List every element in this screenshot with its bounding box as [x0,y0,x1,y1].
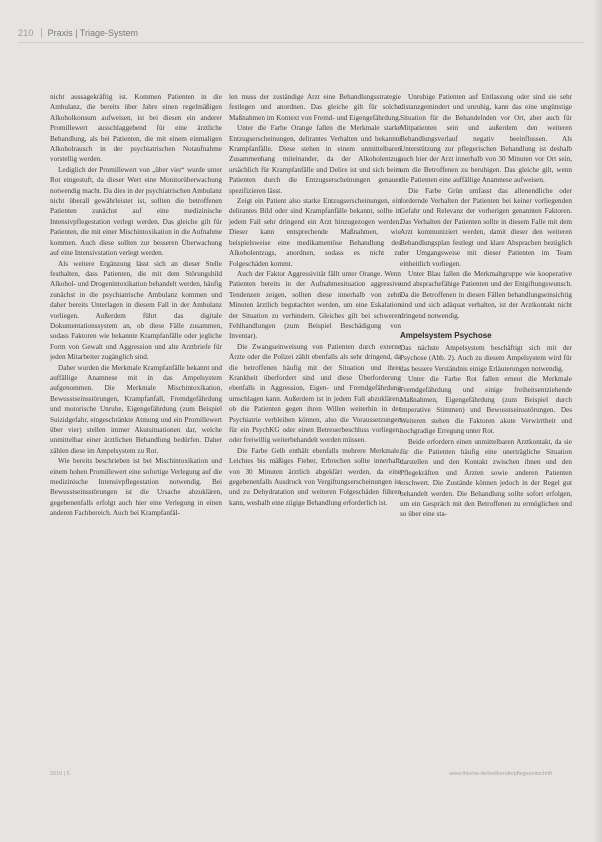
body-paragraph: Auch der Faktor Aggressivität fällt unter Orange. Wenn Patienten bereits in der Aufnahmesituation aggressive Tendenzen zeigen, sollten diese innerhalb von zehn Minuten ärztlich begutachtet werden, um eine Eskalation der Situation zu verhindern. Gleiches gilt bei schweren Fehlhandlungen (zum Beispiel Beschädigung von Inventar). [229,269,401,341]
body-paragraph: Das nächste Ampelsystem beschäftigt sich mit der Psychose (Abb. 2). Auch zu diesem Ampelsystem wird für das bessere Verständnis einige Erläuterungen notwendig. [400,343,572,373]
footer-url: www.thieme.de/heilberufe/pflegezeitschrift [449,771,552,777]
body-paragraph: Unter Blau fallen die Merkmaltgruppe wie kooperative und absprachefähige Patienten und der Entgiftungswunsch. Da die Betroffenen in diesen Fällen behandlungseinsichtig sind und sich adäquat verhalten, ist der Arztkontakt nicht dringend notwendig. [400,269,572,320]
body-paragraph: len muss der zuständige Arzt eine Behandlungsstrategie festlegen und anordnen. Das gleiche gilt für solche Maßnahmen im Kontext von Fremd- und Eigengefährdung. [229,93,401,122]
text-column-2 [229,92,401,762]
body-paragraph: Die Farbe Grün umfasst das allenendliche oder fordernde Verhalten der Patienten bei keiner vorliegenden Gefahr und Relevanz der vorherigen genannten Faktoren. Das Verhalten der Patienten sollte in diesem Falle mit dem Arzt kommuniziert werden, damit dieser den weiteren Behandlungsplan festlegt und klare Absprachen bezüglich der Umgangsweise mit dieser Patienten im Team einheitlich vorliegen. [400,186,572,268]
header-separator [41,28,42,38]
section-title: Praxis | Triage-System [47,28,138,38]
body-paragraph: nicht aussagekräftig ist. Kommen Patienten in die Ambulanz, die bereits über Jahre einen regelmäßigen Alkoholkonsum aufweisen, ist bei diesen ein anderer Promillewert ausschlaggebend für eine ärztliche Behandlung, als bei Patienten, die mit einem einmaligen Alkoholrausch in der psychiatrischen Notaufnahme vorstellig werden. [50,93,222,164]
body-paragraph: Unter die Farbe Orange fallen die Merkmale starke Entzugserscheinungen, delirantes Verhalten und bekannte Krampfanfälle. Diese stehen in einem unmittelbaren Zusammenhang miteinander, da der Alkoholentzug ursächlich für Krampfanfälle und Delire ist und sich beim Patienten durch die Entzugserscheinungen genauer spezifizieren lässt. [229,124,401,195]
body-paragraph: Zeigt ein Patient also starke Entzugserscheinungen, ein delirantes Bild oder sind Krampfanfälle bekannt, sollte in jedem Fall sehr dringend ein Arzt hinzugezogen werden. Dieser kann entsprechende Maßnahmen, wie beispielsweise eine medikamentöse Behandlung des Alkoholentzugs, anordnen, sodass es nicht zu Folgeschäden kommt. [229,197,401,268]
running-header [18,26,138,40]
body-paragraph: Als weitere Ergänzung lässt sich an dieser Stelle festhalten, dass Patienten, die mit dem Störungsbild Alkohol- und Drogenintoxikation behandelt werden, häufig zunächst in die psychiatrische Ambulanz kommen und daher bereits Unterlagen in diesem Fall in der Ambulanz vorliegen. Außerdem führt das digitale Dokumentationssystem an, ob diese Fälle zusammen, sodass Faktoren wie bekannte Krampfanfälle oder jegliche Form von Gewalt und Aggression und alte Arztbriefe für jeden Mitarbeiter zugänglich sind. [50,259,222,362]
body-paragraph: Lediglich der Promillewert von „über vier“ wurde unter Rot eingestuft, da dieser Wert eine Monitorüberwachung notwendig macht. Da dies in der psychiatrischen Ambulanz nicht überall gewährleistet ist, sollten die betroffenen Patienten zunächst auf eine medizinische Intensivpflegestation verlegt werden. Das gleiche gilt für Patienten, die mit einer Mischintoxikation in die Aufnahme kommen. Auch diese sollten zur besseren Überwachung auf eine Intensivstation verlegt werden. [50,165,222,258]
body-paragraph: Wie bereits beschrieben ist bei Mischintoxikation und einem hohen Promillewert eine sofortige Verlegung auf die medizinische Intensivpflegestation notwendig. Bei Bewusstseinsstörungen ist die Ursache abzuklären, gegebenenfalls erfolgt auch hier eine Verlegung in einen anderen Fachbereich. Auch bei Krampfanfäl- [50,457,222,518]
body-paragraph: Beide erfordern einen unmittelbaren Arztkontakt, da sie für die Patienten häufig eine unerträgliche Situation darstellen und den Kontakt zwischen ihnen und den Pflegekräften und Ärzten sowie anderen Patienten erschwert. Die Zustände können jedoch in der Regel gut behandelt werden. Die Behandlung sollte sofort erfolgen, um ein Gespräch mit den Betroffenen zu ermöglichen und so über eine sta- [400,437,572,519]
page-edge-shadow [594,0,602,842]
body-paragraph: Die Farbe Gelb enthält ebenfalls mehrere Merkmale. Leichtes bis mäßiges Fieber, Erbrechen sollte innerhalb von 30 Minuten ärztlich abgeklärt werden, da eine gegebenenfalls Ausdruck von Vergiftungserscheinungen ist und zu Dehydratation und weiteren Folgeschäden führen kann, weshalb eine zügige Behandlung erforderlich ist. [229,446,401,507]
text-column-3 [400,92,572,762]
page-footer [50,771,552,781]
body-paragraph: Daher wurden die Merkmale Krampfanfälle bekannt und auffällige Anamnese mit in das Ampelsystem aufgenommen. Die Merkmale Mischintoxikation, Bewusstseinsstörungen, Krampfanfall, Fremdgefährdung und motorische Unruhe, Eigengefährdung (zum Beispiel Suizidgefahr, eingeschränkte Atmung und ein Promillewert über vier) stellen immer Akutsituationen dar, welche unmittelbar einer ärztlichen Behandlung bedürfen. Daher zählen diese im Ampelsystem zu Rot. [50,363,222,455]
section-heading: Ampelsystem Psychose [400,330,492,340]
body-paragraph: Die Zwangseinweisung von Patienten durch externe Ärzte oder die Polizei zählt ebenfalls als sehr dringend, da die betroffenen häufig mit der Situation und ihrer Krankheit überfordert sind und diese Überforderung ebenfalls in Aggression, Eigen- und Fremdgefährdung umschlagen kann. Außerdem ist in jedem Fall abzuklären, ob die Patienten gegen ihren Willen weiterhin in der Psychiatrie verbleiben können, also die Voraussetzungen für ein PsychKG oder einen Betreuerbeschluss vorliegen, oder freiwillig weiterbehandelt werden müssen. [229,342,401,445]
text-column-1 [50,92,222,762]
page-number: 210 [18,28,34,38]
body-paragraph: Unruhige Patienten auf Entlassung oder sind sie sehr distanzgemindert und unruhig, kann das eine ungünstige Situation für die Behandelnden vor Ort, aber auch für Mitpatienten sein und außerdem den weiteren Behandlungsverlauf negativ beeinflussen. Als Unterstützung zur pflegerischen Behandlung ist deshalb auch hier der Arzt innerhalb von 30 Minuten vor Ort sein, um die Betroffenen zu beruhigen. Das gleiche gilt, wenn die Patienten eine auffällige Anamnese aufweisen. [400,93,572,185]
footer-issue: 2010 | 5 [50,771,70,777]
body-paragraph: Unter die Farbe Rot fallen erneut die Merkmale Fremdgefährdung und einige freiheitsentziehende Maßnahmen, Eigengefährdung (zum Beispiel durch imperative Stimmen) und Bewusstseinsstörungen. Des Weiteren stehen die Faktoren akute Verwirrtheit und hochgradige Erregung unter Rot. [400,375,572,436]
header-rule [18,42,584,43]
